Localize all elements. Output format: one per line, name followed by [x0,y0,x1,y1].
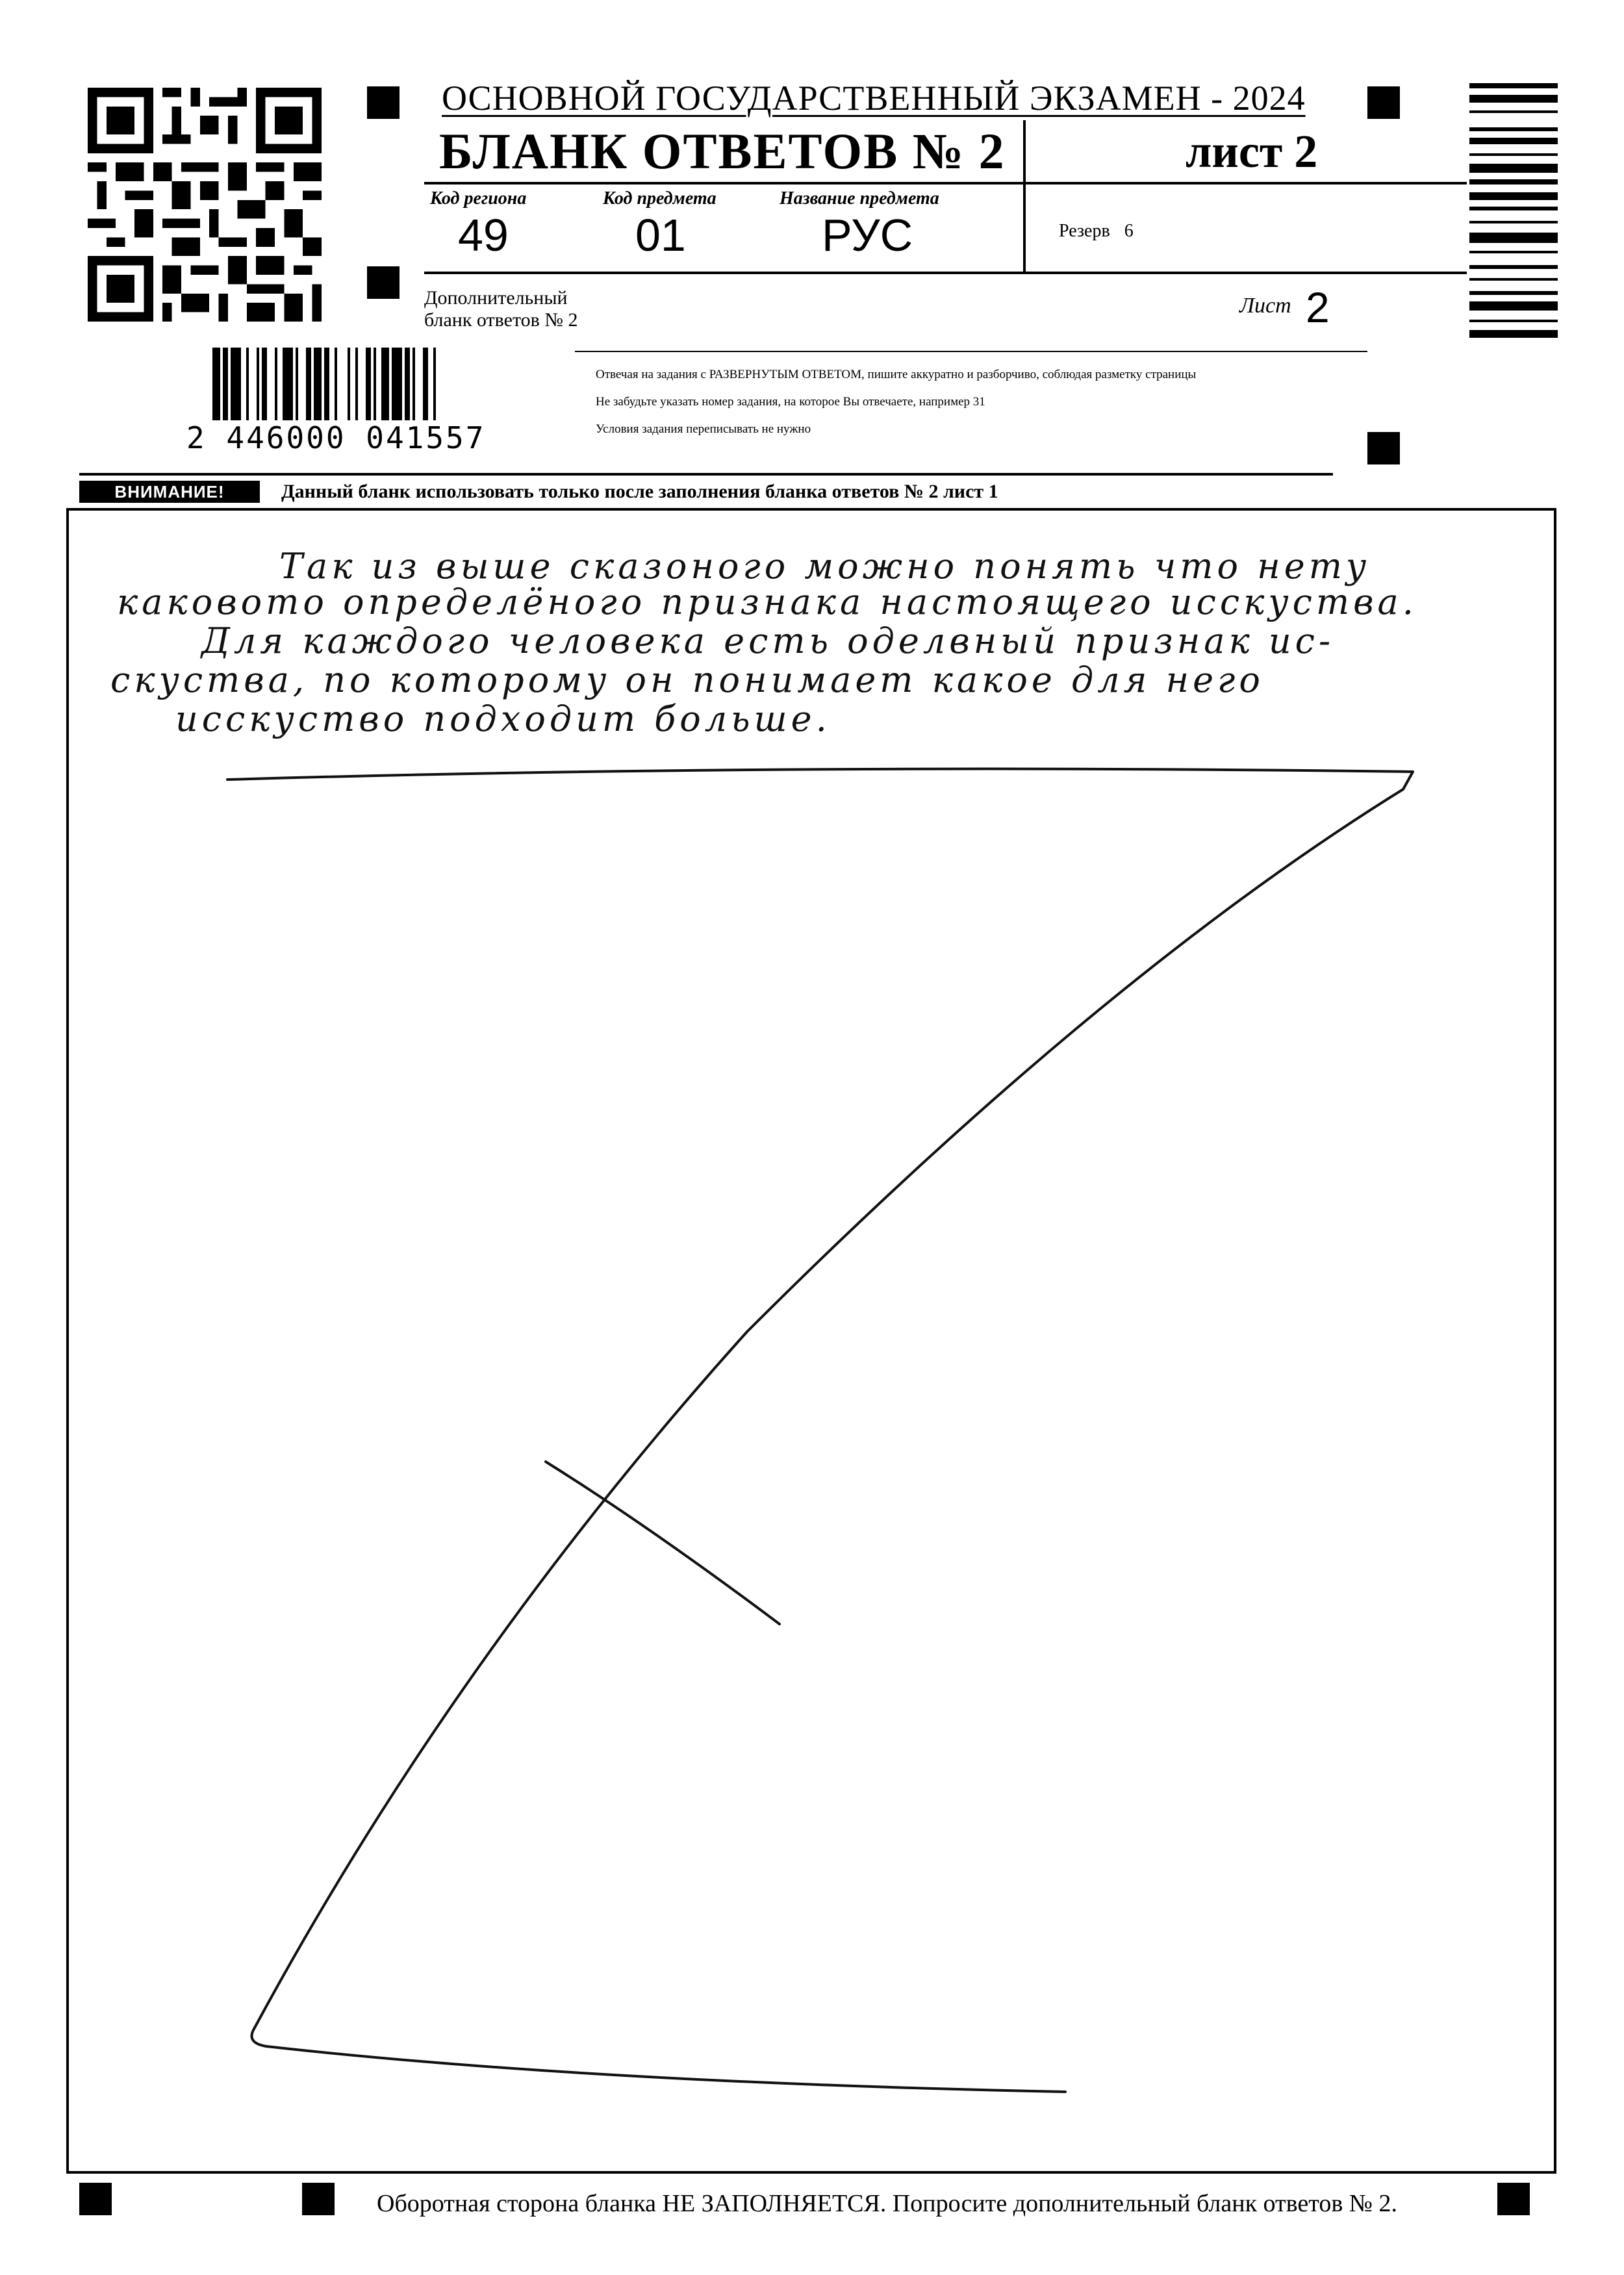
header-divider [1023,120,1026,273]
answer-line: скуства, по которому он понимает какое для него [110,659,1264,700]
barcode-bar [1469,158,1558,162]
barcode-bar [1469,212,1558,219]
subject-name-label: Название предмета [780,188,939,209]
exam-title: ОСНОВНОЙ ГОСУДАРСТВЕННЫЙ ЭКЗАМЕН - 2024 [442,79,1306,118]
barcode-bar [231,348,241,424]
barcode-number: 2 446000 041557 [186,420,486,455]
barcode-bar [223,348,228,424]
barcode-bar [1469,245,1558,249]
attention-badge: ВНИМАНИЕ! [79,481,260,503]
barcode-bar [1469,192,1558,200]
attention-text: Данный бланк использовать только после заполнения бланка ответов № 2 лист 1 [281,481,998,502]
vertical-barcode [1469,83,1558,457]
answer-line: исскуство подходит больше. [175,698,831,739]
alignment-marker [367,86,400,119]
barcode-bar [1469,297,1558,299]
barcode-bar [1469,233,1558,243]
barcode-bar [1469,340,1558,342]
answer-line: каковото определёного признака настоящего исскуства. [117,581,1417,622]
extra-blank-label-line2: бланк ответов № 2 [424,309,578,331]
sheet-number: 2 [1306,283,1330,331]
alignment-marker [1367,432,1400,464]
header-divider [424,182,1467,184]
barcode-bar [1469,146,1558,151]
barcode-bar [381,348,389,424]
barcode-bar [392,348,402,424]
barcode-bar [314,348,322,424]
barcode-bar [1469,271,1558,276]
barcode-bar [1469,278,1558,281]
barcode-bar [1469,255,1558,263]
barcode-bar [1469,283,1558,289]
barcode-bar [1469,83,1558,88]
region-code-label: Код региона [430,188,527,209]
region-code-value: 49 [458,210,509,261]
extra-blank-label [424,287,577,331]
barcode-bar [1469,90,1558,93]
barcode-bar [283,348,293,424]
instruction-line: Отвечая на задания с РАЗВЕРНУТЫМ ОТВЕТОМ, пишите аккуратно и разборчиво, соблюдая разметку страницы [596,368,1197,381]
subject-code-value: 01 [635,210,686,261]
extra-blank-label-line1: Дополнительный [424,287,568,309]
barcode-bar [1469,207,1558,210]
barcode-bar [324,348,329,424]
barcode-bar [1469,153,1558,156]
barcode-bar [1469,127,1558,131]
alignment-marker [367,266,400,299]
barcode-bar [1469,110,1558,113]
barcode-bar [355,348,358,424]
barcode-bar [366,348,371,424]
instruction-line: Не забудьте указать номер задания, на которое Вы отвечаете, например 31 [596,395,985,409]
blank-title: БЛАНК ОТВЕТОВ № 2 [439,123,1006,179]
alignment-marker [1367,86,1400,119]
barcode-bar [335,348,337,424]
barcode-bar [257,348,259,424]
barcode-bar [1469,330,1558,338]
barcode-bar [1469,95,1558,103]
answer-area[interactable] [66,508,1556,2174]
barcode-bar [405,348,410,424]
barcode-bar [423,348,428,424]
alignment-marker [79,2183,112,2215]
barcode-bar [275,348,277,424]
qr-code [88,88,322,322]
barcode-bar [1469,301,1558,311]
barcode-bar [1469,320,1558,322]
footer-note: Оборотная сторона бланка НЕ ЗАПОЛНЯЕТСЯ. Попросите дополнительный бланк ответов № 2. [377,2190,1398,2217]
barcode-bar [1469,115,1558,125]
alignment-marker [1497,2183,1530,2215]
barcode-bar [1469,133,1558,136]
barcode-bar [348,348,350,424]
barcode-bar [1469,291,1558,295]
sheet-label: Лист [1239,294,1291,318]
horizontal-barcode [186,348,549,455]
barcode-bar [1469,186,1558,190]
reserve-field [1059,221,1134,242]
barcode-bar [1469,138,1558,144]
barcode-bar [1469,265,1558,269]
barcode-bar [1469,312,1558,318]
barcode-bar [374,348,376,424]
barcode-bar [1469,221,1558,223]
reserve-label: Резерв [1059,221,1110,241]
header-divider [79,473,1333,476]
header-divider [575,351,1367,352]
barcode-bar [1469,164,1558,173]
answer-line: Для каждого человека есть оделвный признак ис- [201,620,1335,661]
barcode-bar [1469,179,1558,184]
subject-name-value: РУС [822,210,913,261]
barcode-bar [433,348,436,424]
barcode-bar [306,348,311,424]
barcode-bar [212,348,220,424]
header-divider [424,272,1467,274]
instruction-line: Условия задания переписывать не нужно [596,422,811,436]
barcode-bar [296,348,298,424]
barcode-bar [1469,251,1558,253]
sheet-title: лист 2 [1186,125,1318,177]
answer-line: Так из выше сказоного можно понять что нету [279,546,1371,587]
barcode-bar [1469,202,1558,205]
barcode-bar [1469,175,1558,177]
reserve-value: 6 [1124,221,1134,241]
barcode-bar [1469,324,1558,328]
alignment-marker [302,2183,335,2215]
barcode-bar [246,348,249,424]
subject-code-label: Код предмета [603,188,717,209]
barcode-bar [1469,225,1558,231]
barcode-bar [1469,105,1558,108]
barcode-bar [262,348,267,424]
barcode-bar [412,348,415,424]
